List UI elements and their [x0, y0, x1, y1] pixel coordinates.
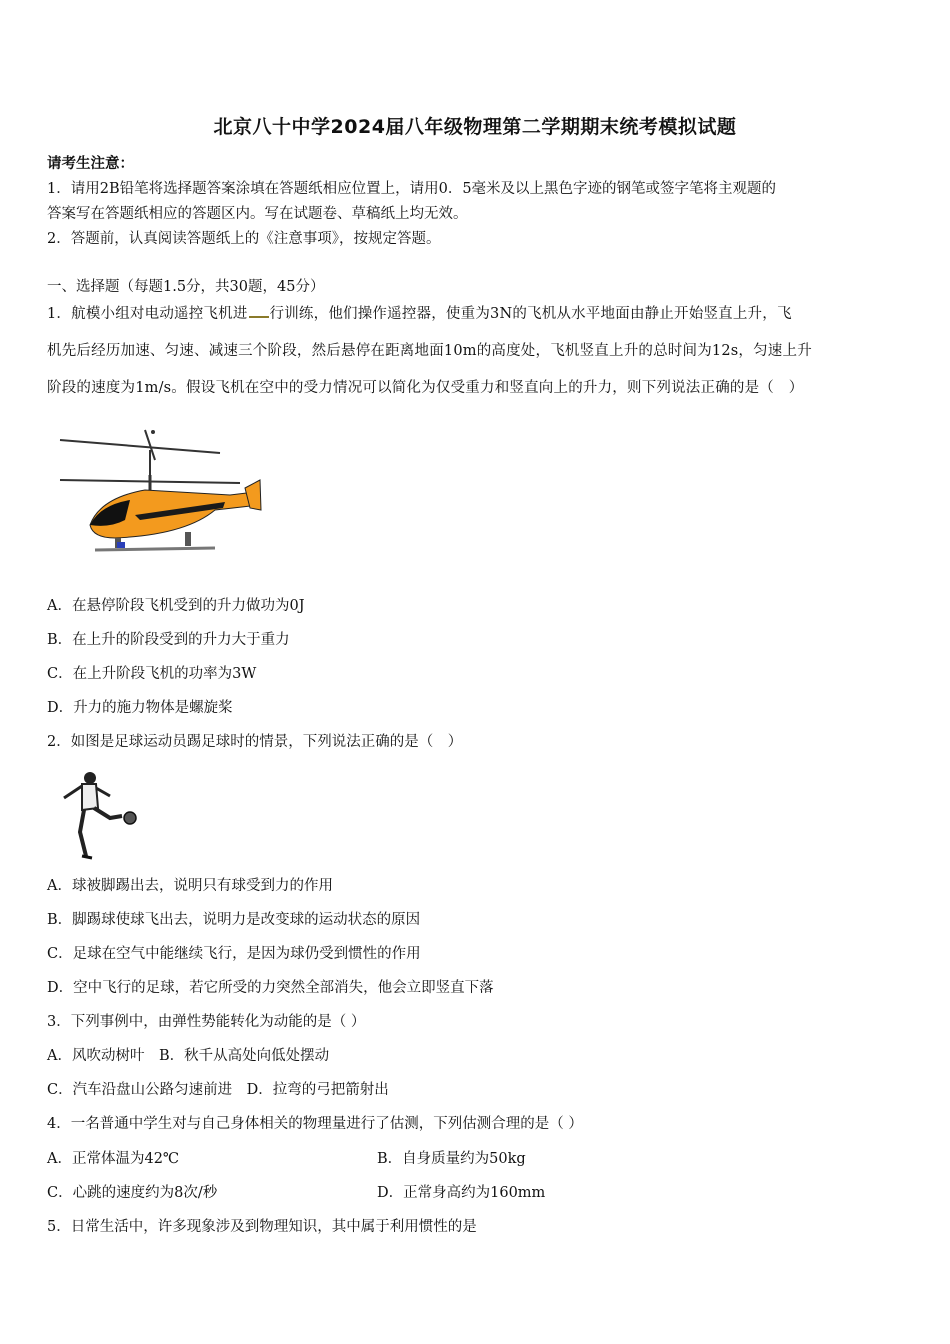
q2-option-d: D．空中飞行的足球，若它所受的力突然全部消失，他会立即竖直下落: [47, 980, 494, 996]
q4-option-a: A．正常体温为42℃: [47, 1151, 180, 1167]
helicopter-figure: [55, 420, 265, 570]
q1-option-b: B．在上升的阶段受到的升力大于重力: [47, 632, 290, 648]
q1-stem-part-b: 行训练，他们操作遥控器，使重为3N的飞机从水平地面由静止开始竖直上升，飞: [269, 306, 792, 322]
notice-item-1a: 1．请用2B铅笔将选择题答案涂填在答题纸相应位置上，请用0．5毫米及以上黑色字迹的钢笔或签字笔将主观题的: [47, 181, 777, 197]
q1-option-a: A．在悬停阶段飞机受到的升力做功为0J: [47, 598, 305, 614]
q1-stem-line3: 阶段的速度为1m/s。假设飞机在空中的受力情况可以简化为仅受重力和竖直向上的升力，则下列说法正确的是（ ）: [47, 380, 804, 396]
q2-option-b: B．脚踢球使球飞出去，说明力是改变球的运动状态的原因: [47, 912, 421, 928]
section-heading: 一、选择题（每题1.5分，共30题，45分）: [47, 279, 325, 295]
q2-stem: 2．如图是足球运动员踢足球时的情景，下列说法正确的是（ ）: [47, 734, 463, 750]
page-title: 北京八十中学2024届八年级物理第二学期期末统考模拟试题: [213, 116, 737, 138]
q3-stem: 3．下列事例中，由弹性势能转化为动能的是（ ）: [47, 1014, 366, 1030]
q4-option-b: B．自身质量约为50kg: [377, 1151, 526, 1167]
q4-option-c: C．心跳的速度约为8次/秒: [47, 1185, 218, 1201]
helicopter-image: [55, 420, 265, 570]
q2-option-a: A．球被脚踢出去，说明只有球受到力的作用: [47, 878, 333, 894]
q3-options-ab: A．风吹动树叶 B．秋千从高处向低处摆动: [47, 1048, 330, 1064]
q4-option-d: D．正常身高约为160mm: [377, 1185, 546, 1201]
q1-stem-line2: 机先后经历加速、匀速、减速三个阶段，然后悬停在距离地面10m的高度处，飞机竖直上升的总时间为12s，匀速上升: [47, 343, 812, 359]
q5-stem: 5．日常生活中，许多现象涉及到物理知识，其中属于利用惯性的是: [47, 1219, 477, 1235]
q1-stem-part-a: 1．航模小组对电动遥控飞机进: [47, 306, 248, 322]
q2-option-c: C．足球在空气中能继续飞行，是因为球仍受到惯性的作用: [47, 946, 421, 962]
football-player-image: [52, 768, 142, 863]
notice-heading: 请考生注意：: [47, 155, 134, 172]
football-player-figure: [52, 768, 142, 863]
notice-item-2: 2．答题前，认真阅读答题纸上的《注意事项》，按规定答题。: [47, 231, 441, 247]
q4-stem: 4．一名普通中学生对与自己身体相关的物理量进行了估测，下列估测合理的是（ ）: [47, 1116, 583, 1132]
q1-option-c: C．在上升阶段飞机的功率为3W: [47, 666, 257, 682]
q1-option-d: D．升力的施力物体是螺旋桨: [47, 700, 233, 716]
q3-options-cd: C．汽车沿盘山公路匀速前进 D．拉弯的弓把箭射出: [47, 1082, 389, 1098]
q1-stem-line1: [47, 302, 792, 323]
q1-underline: [249, 302, 269, 318]
notice-item-1b: 答案写在答题纸相应的答题区内。写在试题卷、草稿纸上均无效。: [47, 206, 468, 222]
